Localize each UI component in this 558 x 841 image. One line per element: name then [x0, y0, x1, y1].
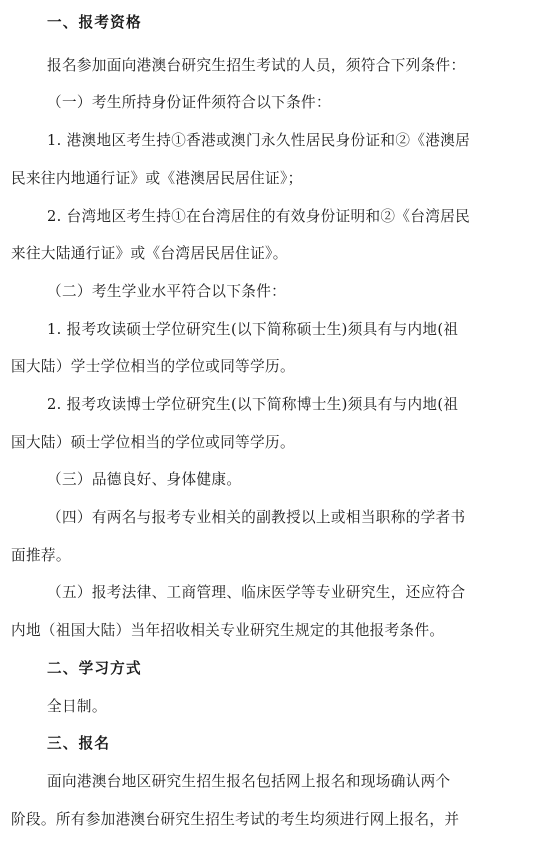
subsection-heading-character: （三）品德良好、身体健康。	[47, 471, 242, 488]
paragraph-line: 内地（祖国大陆）当年招收相关专业研究生规定的其他报考条件。	[11, 622, 445, 639]
paragraph-line: 1. 港澳地区考生持①香港或澳门永久性居民身份证和②《港澳居	[47, 132, 471, 149]
paragraph-line: 2. 报考攻读博士学位研究生(以下简称博士生)须具有与内地(祖	[47, 396, 459, 413]
section-heading-study-mode: 二、学习方式	[47, 660, 142, 677]
paragraph-line: 面推荐。	[11, 547, 71, 564]
subsection-heading-academic: （二）考生学业水平符合以下条件：	[47, 283, 287, 300]
paragraph-line: 阶段。所有参加港澳台研究生招生考试的考生均须进行网上报名，并	[11, 811, 460, 828]
paragraph-line: （五）报考法律、工商管理、临床医学等专业研究生，还应符合	[47, 584, 466, 601]
section-heading-registration: 三、报名	[47, 735, 111, 752]
paragraph-line: 2. 台湾地区考生持①在台湾居住的有效身份证明和②《台湾居民	[47, 208, 471, 225]
paragraph-line: 来往大陆通行证》或《台湾居民居住证》。	[11, 245, 288, 262]
paragraph-line: 民来往内地通行证》或《港澳居民居住证》；	[11, 170, 303, 187]
subsection-heading-id: （一）考生所持身份证件须符合以下条件：	[47, 94, 331, 111]
paragraph-line: 报名参加面向港澳台研究生招生考试的人员，须符合下列条件：	[47, 57, 466, 74]
paragraph-line: 国大陆）硕士学位相当的学位或同等学历。	[11, 434, 295, 451]
paragraph-line: 1. 报考攻读硕士学位研究生(以下简称硕士生)须具有与内地(祖	[47, 321, 459, 338]
paragraph-line: （四）有两名与报考专业相关的副教授以上或相当职称的学者书	[47, 509, 466, 526]
paragraph-line: 全日制。	[47, 698, 107, 715]
section-heading-eligibility: 一、报考资格	[47, 14, 142, 31]
paragraph-line: 国大陆）学士学位相当的学位或同等学历。	[11, 358, 295, 375]
paragraph-line: 面向港澳台地区研究生招生报名包括网上报名和现场确认两个	[47, 773, 451, 790]
